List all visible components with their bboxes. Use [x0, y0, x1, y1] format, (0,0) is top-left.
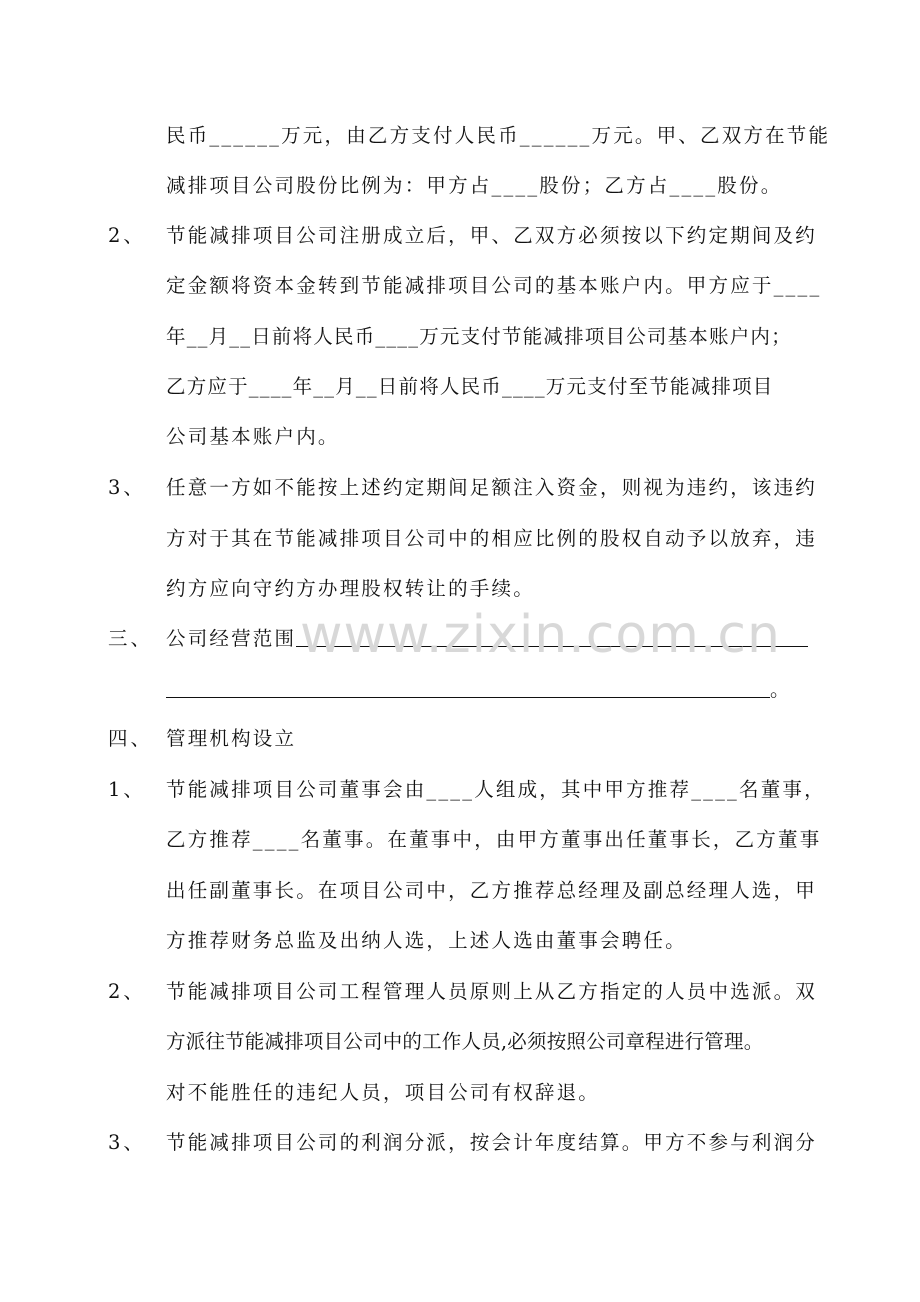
text-line: 节能减排项目公司注册成立后，甲、乙双方必须按以下约定期间及约: [166, 224, 818, 247]
text-line: 方对于其在节能减排项目公司中的相应比例的股权自动予以放弃，违: [166, 527, 818, 550]
section-number: 四、: [108, 727, 154, 750]
text-line: 节能减排项目公司的利润分派，按会计年度结算。甲方不参与利润分: [166, 1131, 818, 1154]
text-line: 公司基本账户内。: [166, 425, 340, 448]
text-line: 年__月__日前将人民币____万元支付节能减排项目公司基本账户内；: [166, 325, 792, 348]
text-line: 节能减排项目公司工程管理人员原则上从乙方指定的人员中选派。双: [166, 980, 818, 1003]
clause-number: 2、: [108, 224, 146, 247]
watermark-text: www.zixin.com.cn: [300, 605, 781, 665]
end-punctuation: 。: [770, 678, 792, 701]
text-line: 节能减排项目公司董事会由____人组成，其中甲方推荐____名董事，: [166, 778, 826, 801]
text-line: 乙方应于____年__月__日前将人民币____万元支付至节能减排项目: [166, 375, 774, 398]
text-line: 定金额将资本金转到节能减排项目公司的基本账户内。甲方应于____: [166, 274, 822, 297]
blank-fill-line: [166, 696, 770, 698]
clause-number: 3、: [108, 476, 146, 499]
text-line: 民币______万元，由乙方支付人民币______万元。甲、乙双方在节能: [166, 124, 831, 147]
text-line: 减排项目公司股份比例为：甲方占____股份；乙方占____股份。: [166, 174, 783, 197]
heading-text: 公司经营范围: [166, 627, 297, 650]
section-number: 三、: [108, 627, 154, 650]
clause-number: 1、: [108, 778, 146, 801]
text-line: 方派往节能减排项目公司中的工作人员,必须按照公司章程进行管理。: [166, 1030, 764, 1053]
business-scope-continuation: [166, 675, 816, 705]
text-line: 对不能胜任的违纪人员，项目公司有权辞退。: [166, 1081, 601, 1104]
section-heading-management: 管理机构设立: [166, 727, 297, 750]
text-line: 出任副董事长。在项目公司中，乙方推荐总经理及副总经理人选，甲: [166, 879, 818, 902]
clause-number: 3、: [108, 1131, 146, 1154]
text-line: 方推荐财务总监及出纳人选，上述人选由董事会聘任。: [166, 929, 687, 952]
text-line: 任意一方如不能按上述约定期间足额注入资金，则视为违约，该违约: [166, 476, 818, 499]
text-line: 约方应向守约方办理股权转让的手续。: [166, 577, 535, 600]
text-line: 乙方推荐____名董事。在董事中，由甲方董事出任董事长，乙方董事: [166, 828, 822, 851]
clause-number: 2、: [108, 980, 146, 1003]
